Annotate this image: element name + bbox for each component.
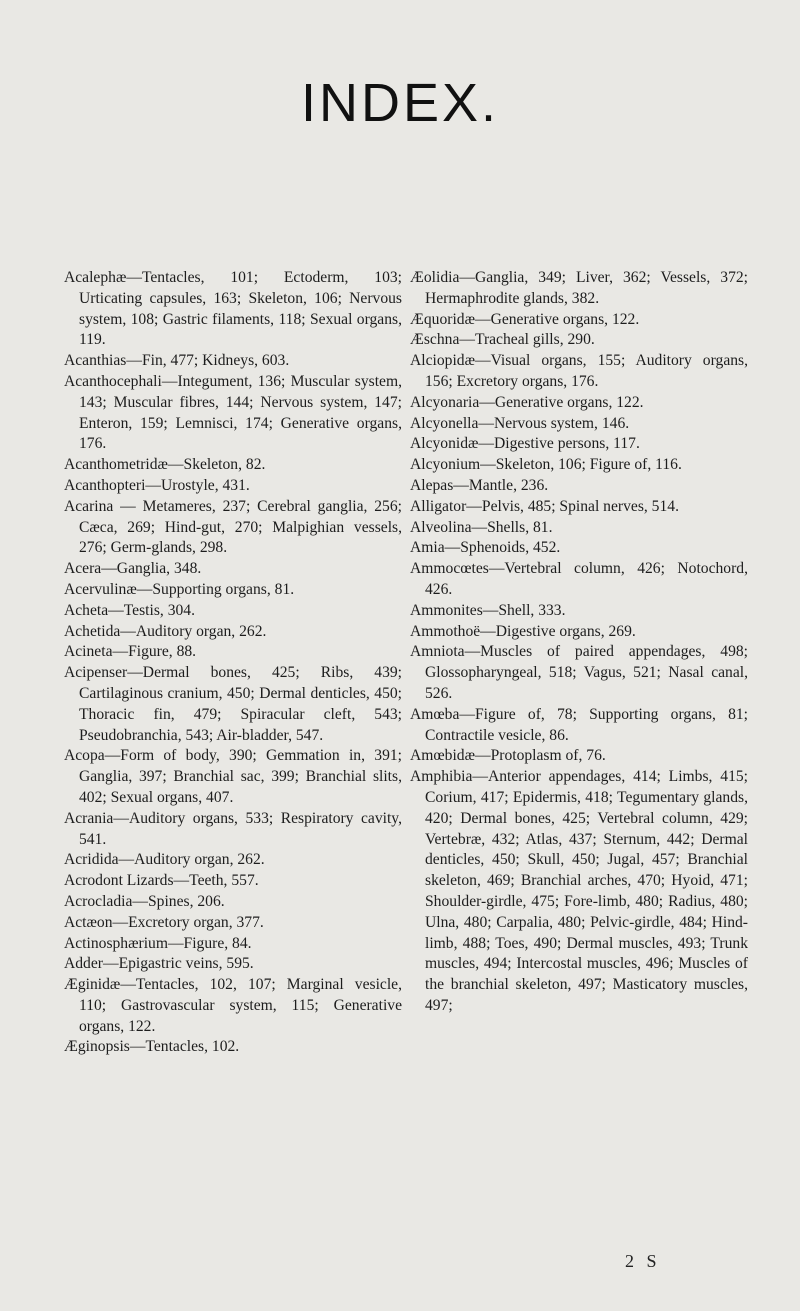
index-column-left: [64, 268, 402, 1058]
index-entry: Acineta—Figure, 88.: [64, 643, 197, 661]
index-entry: Acanthias—Fin, 477; Kidneys, 603.: [64, 352, 290, 370]
index-entry: Amniota—Muscles of paired appendages, 498; Glossopharyngeal, 518; Vagus, 521; Nasal canal, 526.: [410, 643, 748, 702]
index-entry: Acera—Ganglia, 348.: [64, 560, 202, 578]
index-entry: Acrodont Lizards—Teeth, 557.: [64, 872, 259, 890]
index-entry: Amœba—Figure of, 78; Supporting organs, 81; Contractile vesicle, 86.: [410, 705, 748, 744]
index-column-right: [410, 268, 748, 1017]
page-title: INDEX.: [300, 73, 500, 133]
index-entry: Alligator—Pelvis, 485; Spinal nerves, 514.: [410, 497, 679, 515]
index-entry: Alcyonium—Skeleton, 106; Figure of, 116.: [410, 456, 682, 474]
index-entry: Acrocladia—Spines, 206.: [64, 892, 225, 910]
index-entry: Amœbidæ—Protoplasm of, 76.: [410, 747, 606, 765]
index-entry: Æginidæ—Tentacles, 102, 107; Marginal vesicle, 110; Gastrovascular system, 115; Generative organs, 122.: [64, 976, 402, 1035]
index-entry: Alcyonidæ—Digestive persons, 117.: [410, 435, 640, 453]
index-entry: Adder—Epigastric veins, 595.: [64, 955, 254, 973]
index-entry: Acridida—Auditory organ, 262.: [64, 851, 265, 869]
index-entry: Actæon—Excretory organ, 377.: [64, 913, 264, 931]
index-entry: Ammothoë—Digestive organs, 269.: [410, 622, 636, 640]
index-entry: Acarina — Metameres, 237; Cerebral ganglia, 256; Cæca, 269; Hind-gut, 270; Malpighian vessels, 276; Germ-glands, 298.: [64, 497, 402, 557]
index-entry: Æolidia—Ganglia, 349; Liver, 362; Vessels, 372; Hermaphrodite glands, 382.: [410, 269, 748, 307]
index-entry: Acipenser—Dermal bones, 425; Ribs, 439; Cartilaginous cranium, 450; Dermal denticles, 450; Thoracic fin, 479; Spiracular cleft, 543; Pseudobranchia, 543; Air-bladder, 547.: [64, 664, 402, 744]
index-entry: Alcyonella—Nervous system, 146.: [410, 414, 630, 432]
index-entry: Alepas—Mantle, 236.: [410, 476, 549, 494]
index-entry: Ammonites—Shell, 333.: [410, 601, 566, 619]
index-entry: Æginopsis—Tentacles, 102.: [64, 1038, 240, 1056]
index-entry: Alcyonaria—Generative organs, 122.: [410, 393, 644, 411]
index-entry: Acrania—Auditory organs, 533; Respiratory cavity, 541.: [64, 809, 402, 848]
index-entry: Acopa—Form of body, 390; Gemmation in, 391; Ganglia, 397; Branchial sac, 399; Branchial slits, 402; Sexual organs, 407.: [64, 747, 402, 806]
index-entry: Æschna—Tracheal gills, 290.: [410, 331, 595, 349]
index-entry: Alveolina—Shells, 81.: [410, 518, 553, 536]
index-entry: Amphibia—Anterior appendages, 414; Limbs, 415; Corium, 417; Epidermis, 418; Tegumentary glands, 420; Dermal bones, 425; Vertebral column, 429; Vertebræ, 432; Atlas, 437; Sternum, 442; Dermal denticles, 450; Skull, 450; Jugal, 457; Branchial skeleton, 469; Branchial arches, 470; Hyoid, 471; Shoulder-girdle, 475; Fore-limb, 480; Radius, 480; Ulna, 480; Carpalia, 480; Pelvic-girdle, 484; Hind-limb, 488; Toes, 490; Dermal muscles, 493; Trunk muscles, 494; Intercostal muscles, 496; Muscles of the branchial skeleton, 497; Masticatory muscles, 497;: [410, 768, 748, 1014]
index-entry: Acanthopteri—Urostyle, 431.: [64, 476, 250, 494]
index-entry: Acalephæ—Tentacles, 101; Ectoderm, 103; Urticating capsules, 163; Skeleton, 106; Nervous system, 108; Gastric filaments, 118; Sexual organs, 119.: [64, 269, 402, 349]
index-entry: Æquoridæ—Generative organs, 122.: [410, 310, 640, 328]
index-entry: Acanthometridæ—Skeleton, 82.: [64, 456, 266, 474]
index-entry: Actinosphærium—Figure, 84.: [64, 934, 252, 952]
index-entry: Alciopidæ—Visual organs, 155; Auditory organs, 156; Excretory organs, 176.: [410, 352, 748, 390]
index-entry: Achetida—Auditory organ, 262.: [64, 622, 267, 640]
printer-signature-mark: 2 S: [625, 1251, 661, 1271]
index-entry: Acheta—Testis, 304.: [64, 601, 195, 619]
index-entry: Acervulinæ—Supporting organs, 81.: [64, 580, 295, 598]
index-entry: Amia—Sphenoids, 452.: [410, 539, 561, 557]
index-entry: Acanthocephali—Integument, 136; Muscular system, 143; Muscular fibres, 144; Nervous system, 147; Enteron, 159; Lemnisci, 174; Generative organs, 176.: [64, 372, 402, 453]
index-entry: Ammocœtes—Vertebral column, 426; Notochord, 426.: [410, 560, 748, 598]
